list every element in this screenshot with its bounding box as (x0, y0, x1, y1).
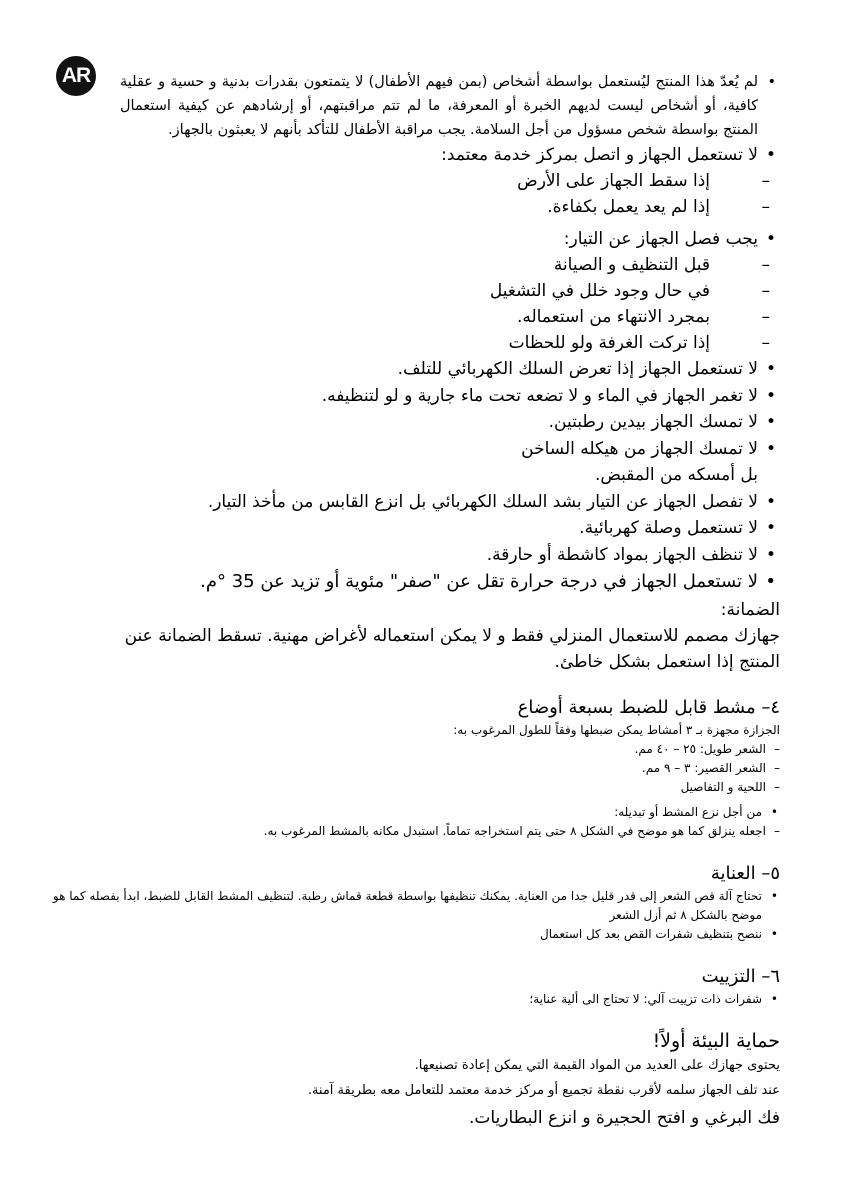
care-tip: • ننصح بتنظيف شفرات القص بعد كل استعمال (120, 925, 780, 944)
comb-item: – الشعر طويل: ٢٥ – ٤٠ مم. (120, 740, 780, 759)
service-title: • لا تستعمل الجهاز و اتصل بمركز خدمة معتمد: (120, 142, 780, 168)
service-item: – إذا سقط الجهاز على الأرض (120, 168, 780, 194)
warranty-text: جهازك مصمم للاستعمال المنزلي فقط و لا يمكن استعماله لأغراض مهنية. تسقط الضمانة عنن المنتج إذا استعمل بشكل خاطئ. (124, 626, 780, 672)
service-item: – إذا لم يعد يعمل بكفاءة. (120, 194, 780, 220)
safety-rule: • لا تمسك الجهاز من هيكله الساخن (120, 436, 780, 463)
lube-text: • شفرات ذات تزييت آلي: لا تحتاج الى ألية عناية؛ (120, 990, 780, 1009)
language-badge: AR (56, 56, 96, 96)
unplug-item: – قبل التنظيف و الصيانة (120, 252, 780, 278)
care-heading: ٥– العناية (710, 863, 780, 884)
safety-rule: • لا تستعمل الجهاز إذا تعرض السلك الكهربائي للتلف. (120, 356, 780, 383)
comb-heading: ٤– مشط قابل للضبط بسبعة أوضاع (517, 697, 780, 718)
unplug-item: – بمجرد الانتهاء من استعماله. (120, 304, 780, 330)
safety-rule: • لا تغمر الجهاز في الماء و لا تضعه تحت ماء جارية و لو لتنظيفه. (120, 383, 780, 410)
safety-rule: • لا تمسك الجهاز بيدين رطبتين. (120, 409, 780, 436)
unplug-title: • يجب فصل الجهاز عن التيار: (120, 226, 780, 252)
unplug-item: – في حال وجود خلل في التشغيل (120, 278, 780, 304)
comb-item: – الشعر القصير: ٣ – ٩ مم. (120, 759, 780, 778)
care-text: • تحتاج آلة قص الشعر إلى قدر قليل جدا من العناية. يمكنك تنظيفها بواسطة قطعة قماش رطبة. لتنظيف المشط القابل للضبط، ابدأ بفصله كما هو موضح بالشكل ٨ ثم أزل الشعر (50, 887, 780, 925)
env-text-1: يحتوى جهازك على العديد من المواد القيمة التي يمكن إعادة تصنيعها. (414, 1058, 780, 1073)
env-text-3: فك البرغي و افتح الحجيرة و انزع البطاريات. (468, 1108, 780, 1128)
safety-rule: • لا تفصل الجهاز عن التيار بشد السلك الكهربائي بل انزع القابس من مأخذ التيار. (120, 489, 780, 516)
env-text-2: عند تلف الجهاز سلمه لأقرب نقطة تجميع أو مركز خدمة معتمد للتعامل معه بطريقة آمنة. (307, 1083, 780, 1098)
intro-warning: • لم يُعدّ هذا المنتج ليُستعمل بواسطة أشخاص (بمن فيهم الأطفال) لا يتمتعون بقدرات بدنية و حسية و عقلية كافية، أو أشخاص ليست لديهم الخبرة أو المعرفة، ما لم تتم مراقبتهم، أو إرشادهم عن كيفية استعمال المنتج بواسطة شخص مسؤول من أجل السلامة. يجب مراقبة الأطفال للتأكد بأنهم لا يعبثون بالجهاز. (120, 70, 780, 142)
comb-item: – اللحية و التفاصيل (120, 778, 780, 797)
lube-heading: ٦– التزييت (701, 966, 780, 987)
safety-rule: • لا تنظف الجهاز بمواد كاشطة أو حارقة. (120, 542, 780, 569)
env-heading: حماية البيئة أولاً! (652, 1030, 780, 1052)
comb-change-title: • من أجل نزع المشط أو تبديله: (120, 803, 780, 822)
safety-rule: • لا تستعمل وصلة كهربائية. (120, 515, 780, 542)
safety-rule-continued: بل أمسكه من المقبض. (594, 465, 758, 485)
comb-change-item: – اجعله ينزلق كما هو موضح في الشكل ٨ حتى يتم استخراجه تماماً. استبدل مكانه بالمشط المرغوب به. (120, 822, 780, 841)
comb-intro: الجزازة مجهزة بـ ٣ أمشاط يمكن ضبطها وفقاً للطول المرغوب به: (453, 723, 780, 737)
safety-rule: • لا تستعمل الجهاز في درجة حرارة تقل عن "صفر" مئوية أو تزيد عن 35 °م. (120, 568, 780, 595)
unplug-item: – إذا تركت الغرفة ولو للحظات (120, 330, 780, 356)
warranty-title: الضمانة: (720, 600, 780, 620)
